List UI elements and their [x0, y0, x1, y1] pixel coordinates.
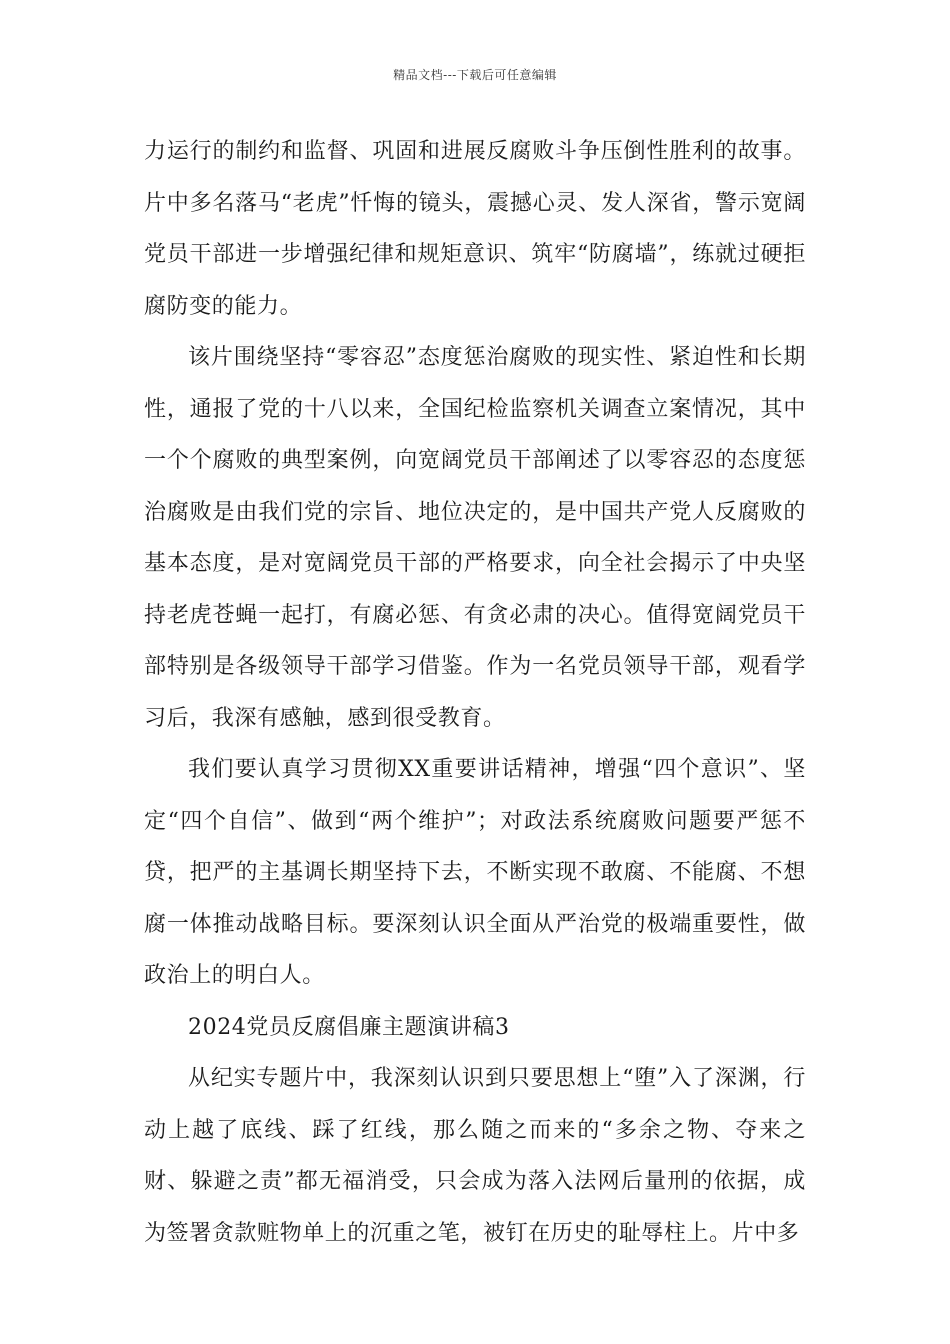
- document-body: [144, 126, 806, 1259]
- section-heading: 2024党员反腐倡廉主题演讲稿3: [188, 1014, 510, 1040]
- paragraph-documentary: 从纪实专题片中，我深刻认识到只要思想上“堕”入了深渊，行动上越了底线、踩了红线，那么随之而来的“多余之物、夺来之财、躲避之责”都无福消受，只会成为落入法网后量刑的依据，成为签署贪款赃物单上的沉重之笔，被钉在历史的耻辱柱上。片中多: [144, 1066, 806, 1246]
- page-header: 精品文档---下载后可任意编辑: [393, 68, 557, 82]
- paragraph-continuation: 力运行的制约和监督、巩固和进展反腐败斗争压倒性胜利的故事。片中多名落马“老虎”忏悔的镜头，震撼心灵、发人深省，警示宽阔党员干部进一步增强纪律和规矩意识、筑牢“防腐墙”，练就过硬拒腐防变的能力。: [144, 139, 806, 319]
- paragraph-study-spirit: 我们要认真学习贯彻XX重要讲话精神，增强“四个意识”、坚定“四个自信”、做到“两个维护”；对政法系统腐败问题要严惩不贷，把严的主基调长期坚持下去，不断实现不敢腐、不能腐、不想腐一体推动战略目标。要深刻认识全面从严治党的极端重要性，做政治上的明白人。: [144, 757, 806, 988]
- paragraph-zero-tolerance: 该片围绕坚持“零容忍”态度惩治腐败的现实性、紧迫性和长期性，通报了党的十八以来，全国纪检监察机关调查立案情况，其中一个个腐败的典型案例，向宽阔党员干部阐述了以零容忍的态度惩治腐败是由我们党的宗旨、地位决定的，是中国共产党人反腐败的基本态度，是对宽阔党员干部的严格要求，向全社会揭示了中央坚持老虎苍蝇一起打，有腐必惩、有贪必肃的决心。值得宽阔党员干部特别是各级领导干部学习借鉴。作为一名党员领导干部，观看学习后，我深有感触，感到很受教育。: [144, 345, 806, 731]
